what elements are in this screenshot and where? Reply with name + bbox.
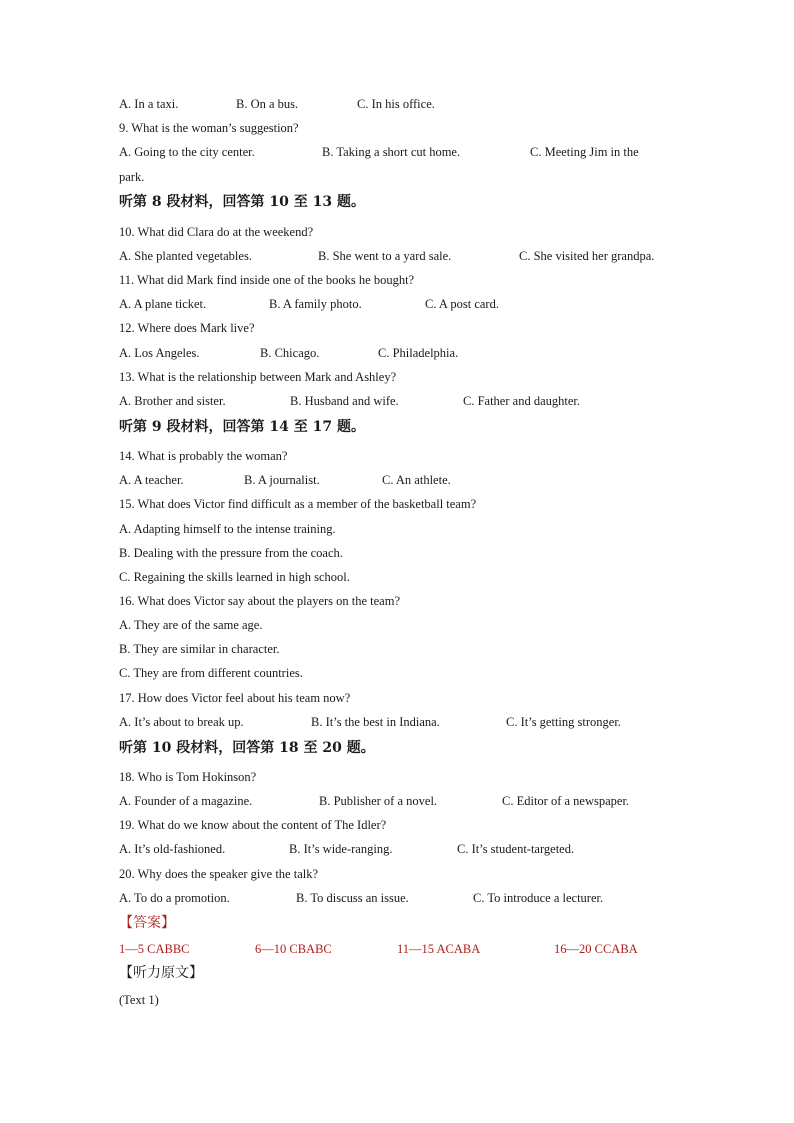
q15-option-c: C. Regaining the skills learned in high school.	[119, 570, 350, 584]
q11-stem: 11. What did Mark find inside one of the books he bought?	[119, 273, 415, 287]
q17-stem: 17. How does Victor feel about his team now?	[119, 691, 351, 705]
q10-option-b: B. She went to a yard sale.	[318, 249, 452, 263]
q14-option-b: B. A journalist.	[244, 473, 320, 487]
q20-option-c: C. To introduce a lecturer.	[473, 891, 604, 905]
q8-option-c: C. In his office.	[357, 97, 435, 111]
q20-option-a: A. To do a promotion.	[119, 891, 230, 905]
q9-option-c: C. Meeting Jim in the	[530, 145, 639, 159]
q20-option-b: B. To discuss an issue.	[296, 891, 409, 905]
q9-option-a: A. Going to the city center.	[119, 145, 255, 159]
transcript-heading: 【听力原文】	[119, 965, 203, 981]
q9-option-b: B. Taking a short cut home.	[322, 145, 461, 159]
q16-option-a: A. They are of the same age.	[119, 618, 263, 632]
q18-stem: 18. Who is Tom Hokinson?	[119, 770, 257, 784]
transcript-text-1-label: (Text 1)	[119, 993, 159, 1007]
q19-option-b: B. It’s wide-ranging.	[289, 842, 393, 856]
q10-option-a: A. She planted vegetables.	[119, 249, 252, 263]
q17-option-b: B. It’s the best in Indiana.	[311, 715, 440, 729]
q13-option-a: A. Brother and sister.	[119, 394, 226, 408]
q15-option-a: A. Adapting himself to the intense training.	[119, 522, 336, 536]
q17-option-a: A. It’s about to break up.	[119, 715, 244, 729]
q8-option-a: A. In a taxi.	[119, 97, 179, 111]
section-heading-10: 听第 10 段材料，回答第 18 至 20 题。	[119, 740, 375, 756]
q13-stem: 13. What is the relationship between Mark and Ashley?	[119, 370, 397, 384]
answer-heading: 【答案】	[119, 915, 175, 931]
answer-group: 11—15 ACABA	[397, 942, 481, 956]
q9-option-c-continued: park.	[119, 170, 145, 184]
answer-group: 16—20 CCABA	[554, 942, 638, 956]
q12-option-a: A. Los Angeles.	[119, 346, 200, 360]
q18-option-b: B. Publisher of a novel.	[319, 794, 438, 808]
q10-stem: 10. What did Clara do at the weekend?	[119, 225, 314, 239]
q14-option-c: C. An athlete.	[382, 473, 451, 487]
q10-option-c: C. She visited her grandpa.	[519, 249, 655, 263]
section-heading-9: 听第 9 段材料，回答第 14 至 17 题。	[119, 419, 365, 435]
q8-option-b: B. On a bus.	[236, 97, 299, 111]
q11-option-b: B. A family photo.	[269, 297, 362, 311]
q16-option-c: C. They are from different countries.	[119, 666, 303, 680]
q15-stem: 15. What does Victor find difficult as a member of the basketball team?	[119, 497, 477, 511]
q12-stem: 12. Where does Mark live?	[119, 321, 255, 335]
q9-stem: 9. What is the woman’s suggestion?	[119, 121, 299, 135]
q15-option-b: B. Dealing with the pressure from the coach.	[119, 546, 343, 560]
q18-option-c: C. Editor of a newspaper.	[502, 794, 630, 808]
q19-option-a: A. It’s old-fashioned.	[119, 842, 226, 856]
answer-group: 6—10 CBABC	[255, 942, 332, 956]
q13-option-c: C. Father and daughter.	[463, 394, 580, 408]
q12-option-c: C. Philadelphia.	[378, 346, 459, 360]
q16-stem: 16. What does Victor say about the players on the team?	[119, 594, 400, 608]
q11-option-c: C. A post card.	[425, 297, 499, 311]
q19-stem: 19. What do we know about the content of The Idler?	[119, 818, 387, 832]
q20-stem: 20. Why does the speaker give the talk?	[119, 867, 319, 881]
q18-option-a: A. Founder of a magazine.	[119, 794, 253, 808]
q16-option-b: B. They are similar in character.	[119, 642, 280, 656]
q14-stem: 14. What is probably the woman?	[119, 449, 288, 463]
answer-group: 1—5 CABBC	[119, 942, 190, 956]
q11-option-a: A. A plane ticket.	[119, 297, 207, 311]
q19-option-c: C. It’s student-targeted.	[457, 842, 575, 856]
q14-option-a: A. A teacher.	[119, 473, 184, 487]
q13-option-b: B. Husband and wife.	[290, 394, 399, 408]
q17-option-c: C. It’s getting stronger.	[506, 715, 621, 729]
section-heading-8: 听第 8 段材料，回答第 10 至 13 题。	[119, 194, 365, 210]
q12-option-b: B. Chicago.	[260, 346, 320, 360]
